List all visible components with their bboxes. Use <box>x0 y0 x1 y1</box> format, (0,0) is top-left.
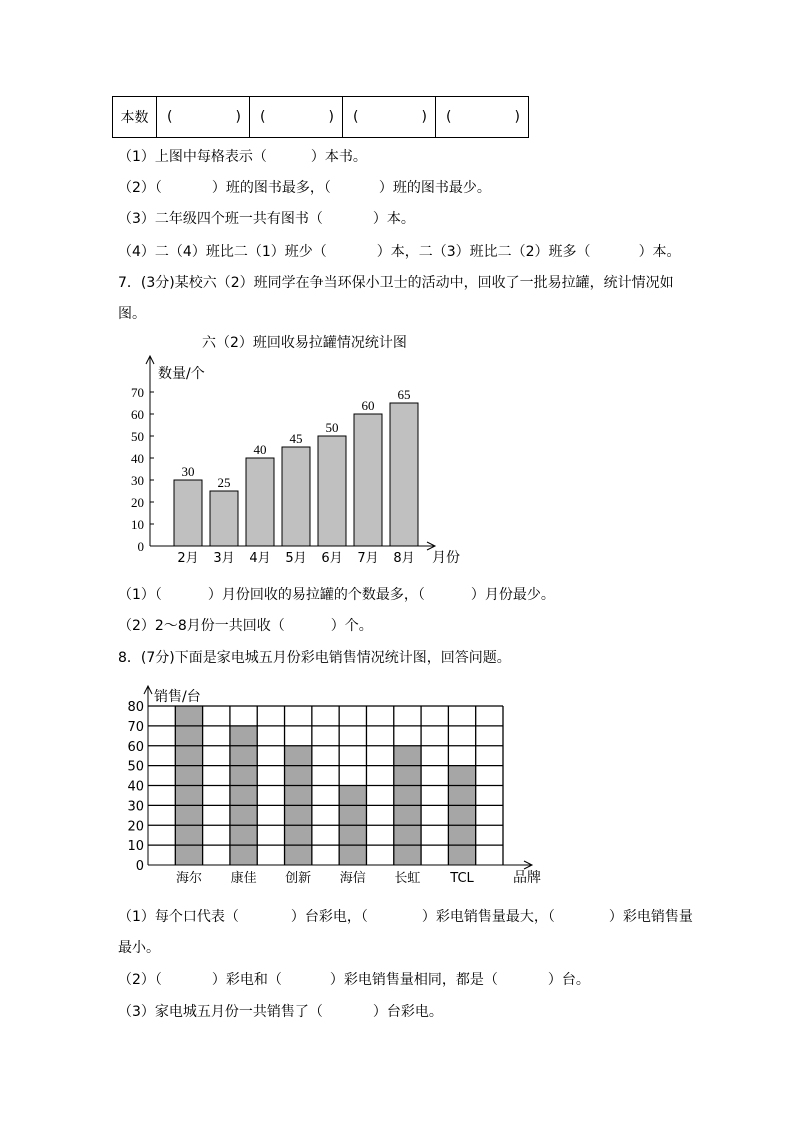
x-tick-label: 海信 <box>339 871 366 886</box>
y-tick-label: 10 <box>127 839 144 855</box>
x-tick-label: 8月 <box>393 551 415 566</box>
x-tick-label: 长虹 <box>394 871 421 886</box>
q8-question-1-cont: 最小。 <box>118 940 160 956</box>
data-label: 40 <box>253 442 267 457</box>
y-tick-label: 80 <box>127 700 144 715</box>
answer-cell[interactable]: ( ) <box>436 97 529 138</box>
y-tick-label: 40 <box>131 451 144 466</box>
data-label: 25 <box>217 475 231 490</box>
data-label: 65 <box>397 387 411 402</box>
x-tick-label: 5月 <box>285 551 307 566</box>
y-tick-label: 0 <box>135 859 144 874</box>
bar <box>282 447 310 546</box>
bar <box>246 458 274 546</box>
y-tick-label: 70 <box>127 719 144 735</box>
x-axis-label: 月份 <box>432 550 460 566</box>
x-tick-label: 6月 <box>321 551 343 566</box>
y-tick-label: 30 <box>127 799 144 815</box>
y-axis-label: 销售/台 <box>154 689 201 705</box>
table-header: 本数 <box>113 97 157 138</box>
answer-cell[interactable]: ( ) <box>343 97 436 138</box>
books-table <box>112 96 529 138</box>
y-tick-label: 40 <box>127 779 144 795</box>
x-tick-label: 海尔 <box>175 871 202 886</box>
y-tick-label: 60 <box>127 739 144 755</box>
x-tick-label: 3月 <box>213 551 235 566</box>
y-tick-label: 50 <box>127 759 144 775</box>
q7-stem: 7．(3分)某校六（2）班同学在争当环保小卫士的活动中，回收了一批易拉罐，统计情况如 <box>118 275 674 291</box>
data-label: 45 <box>289 431 303 446</box>
x-tick-label: 康佳 <box>230 871 257 886</box>
q7-question-1: （1）（ ）月份回收的易拉罐的个数最多，（ ）月份最少。 <box>118 587 555 603</box>
x-tick-label: 创新 <box>285 871 312 886</box>
y-tick-label: 30 <box>131 473 144 488</box>
q8-stem: 8．(7分)下面是家电城五月份彩电销售情况统计图，回答问题。 <box>118 650 511 666</box>
tv-sales-chart <box>120 680 560 890</box>
answer-cell[interactable]: ( ) <box>250 97 343 138</box>
y-tick-label: 50 <box>131 429 144 444</box>
q6-question-4: （4）二（4）班比二（1）班少（ ）本，二（3）班比二（2）班多（ ）本。 <box>118 244 681 260</box>
y-tick-label: 10 <box>131 517 144 532</box>
data-label: 50 <box>325 420 339 435</box>
bar <box>390 403 418 546</box>
bar <box>210 491 238 546</box>
chart-title: 六（2）班回收易拉罐情况统计图 <box>202 335 407 351</box>
x-axis-label: 品牌 <box>513 870 541 886</box>
q8-question-1: （1）每个口代表（ ）台彩电，（ ）彩电销售量最大，（ ）彩电销售量 <box>118 909 693 925</box>
y-tick-label: 20 <box>131 495 144 510</box>
q7-question-2: （2）2～8月份一共回收（ ）个。 <box>118 618 373 634</box>
y-axis-label: 数量/个 <box>158 366 205 382</box>
x-tick-label: TCL <box>450 871 474 886</box>
q8-question-2: （2）（ ）彩电和（ ）彩电销售量相同，都是（ ）台。 <box>118 972 590 988</box>
cans-bar-chart <box>120 330 480 570</box>
bar <box>318 436 346 546</box>
q8-question-3: （3）家电城五月份一共销售了（ ）台彩电。 <box>118 1004 443 1020</box>
y-tick-label: 70 <box>131 385 144 400</box>
answer-cell[interactable]: ( ) <box>157 97 250 138</box>
x-tick-label: 7月 <box>357 551 379 566</box>
q6-question-1: （1）上图中每格表示（ ）本书。 <box>118 149 367 165</box>
y-tick-label: 20 <box>127 819 144 835</box>
q6-question-2: （2）（ ）班的图书最多，（ ）班的图书最少。 <box>118 180 491 196</box>
y-tick-label: 60 <box>131 407 144 422</box>
q7-stem-cont: 图。 <box>118 306 146 322</box>
y-tick-label: 0 <box>137 539 144 554</box>
x-tick-label: 2月 <box>177 551 199 566</box>
bar <box>448 766 475 865</box>
data-label: 60 <box>361 398 375 413</box>
x-tick-label: 4月 <box>249 551 271 566</box>
bar <box>174 480 202 546</box>
bar <box>354 414 382 546</box>
q6-question-3: （3）二年级四个班一共有图书（ ）本。 <box>118 211 415 227</box>
data-label: 30 <box>181 464 195 479</box>
bar <box>230 726 257 865</box>
